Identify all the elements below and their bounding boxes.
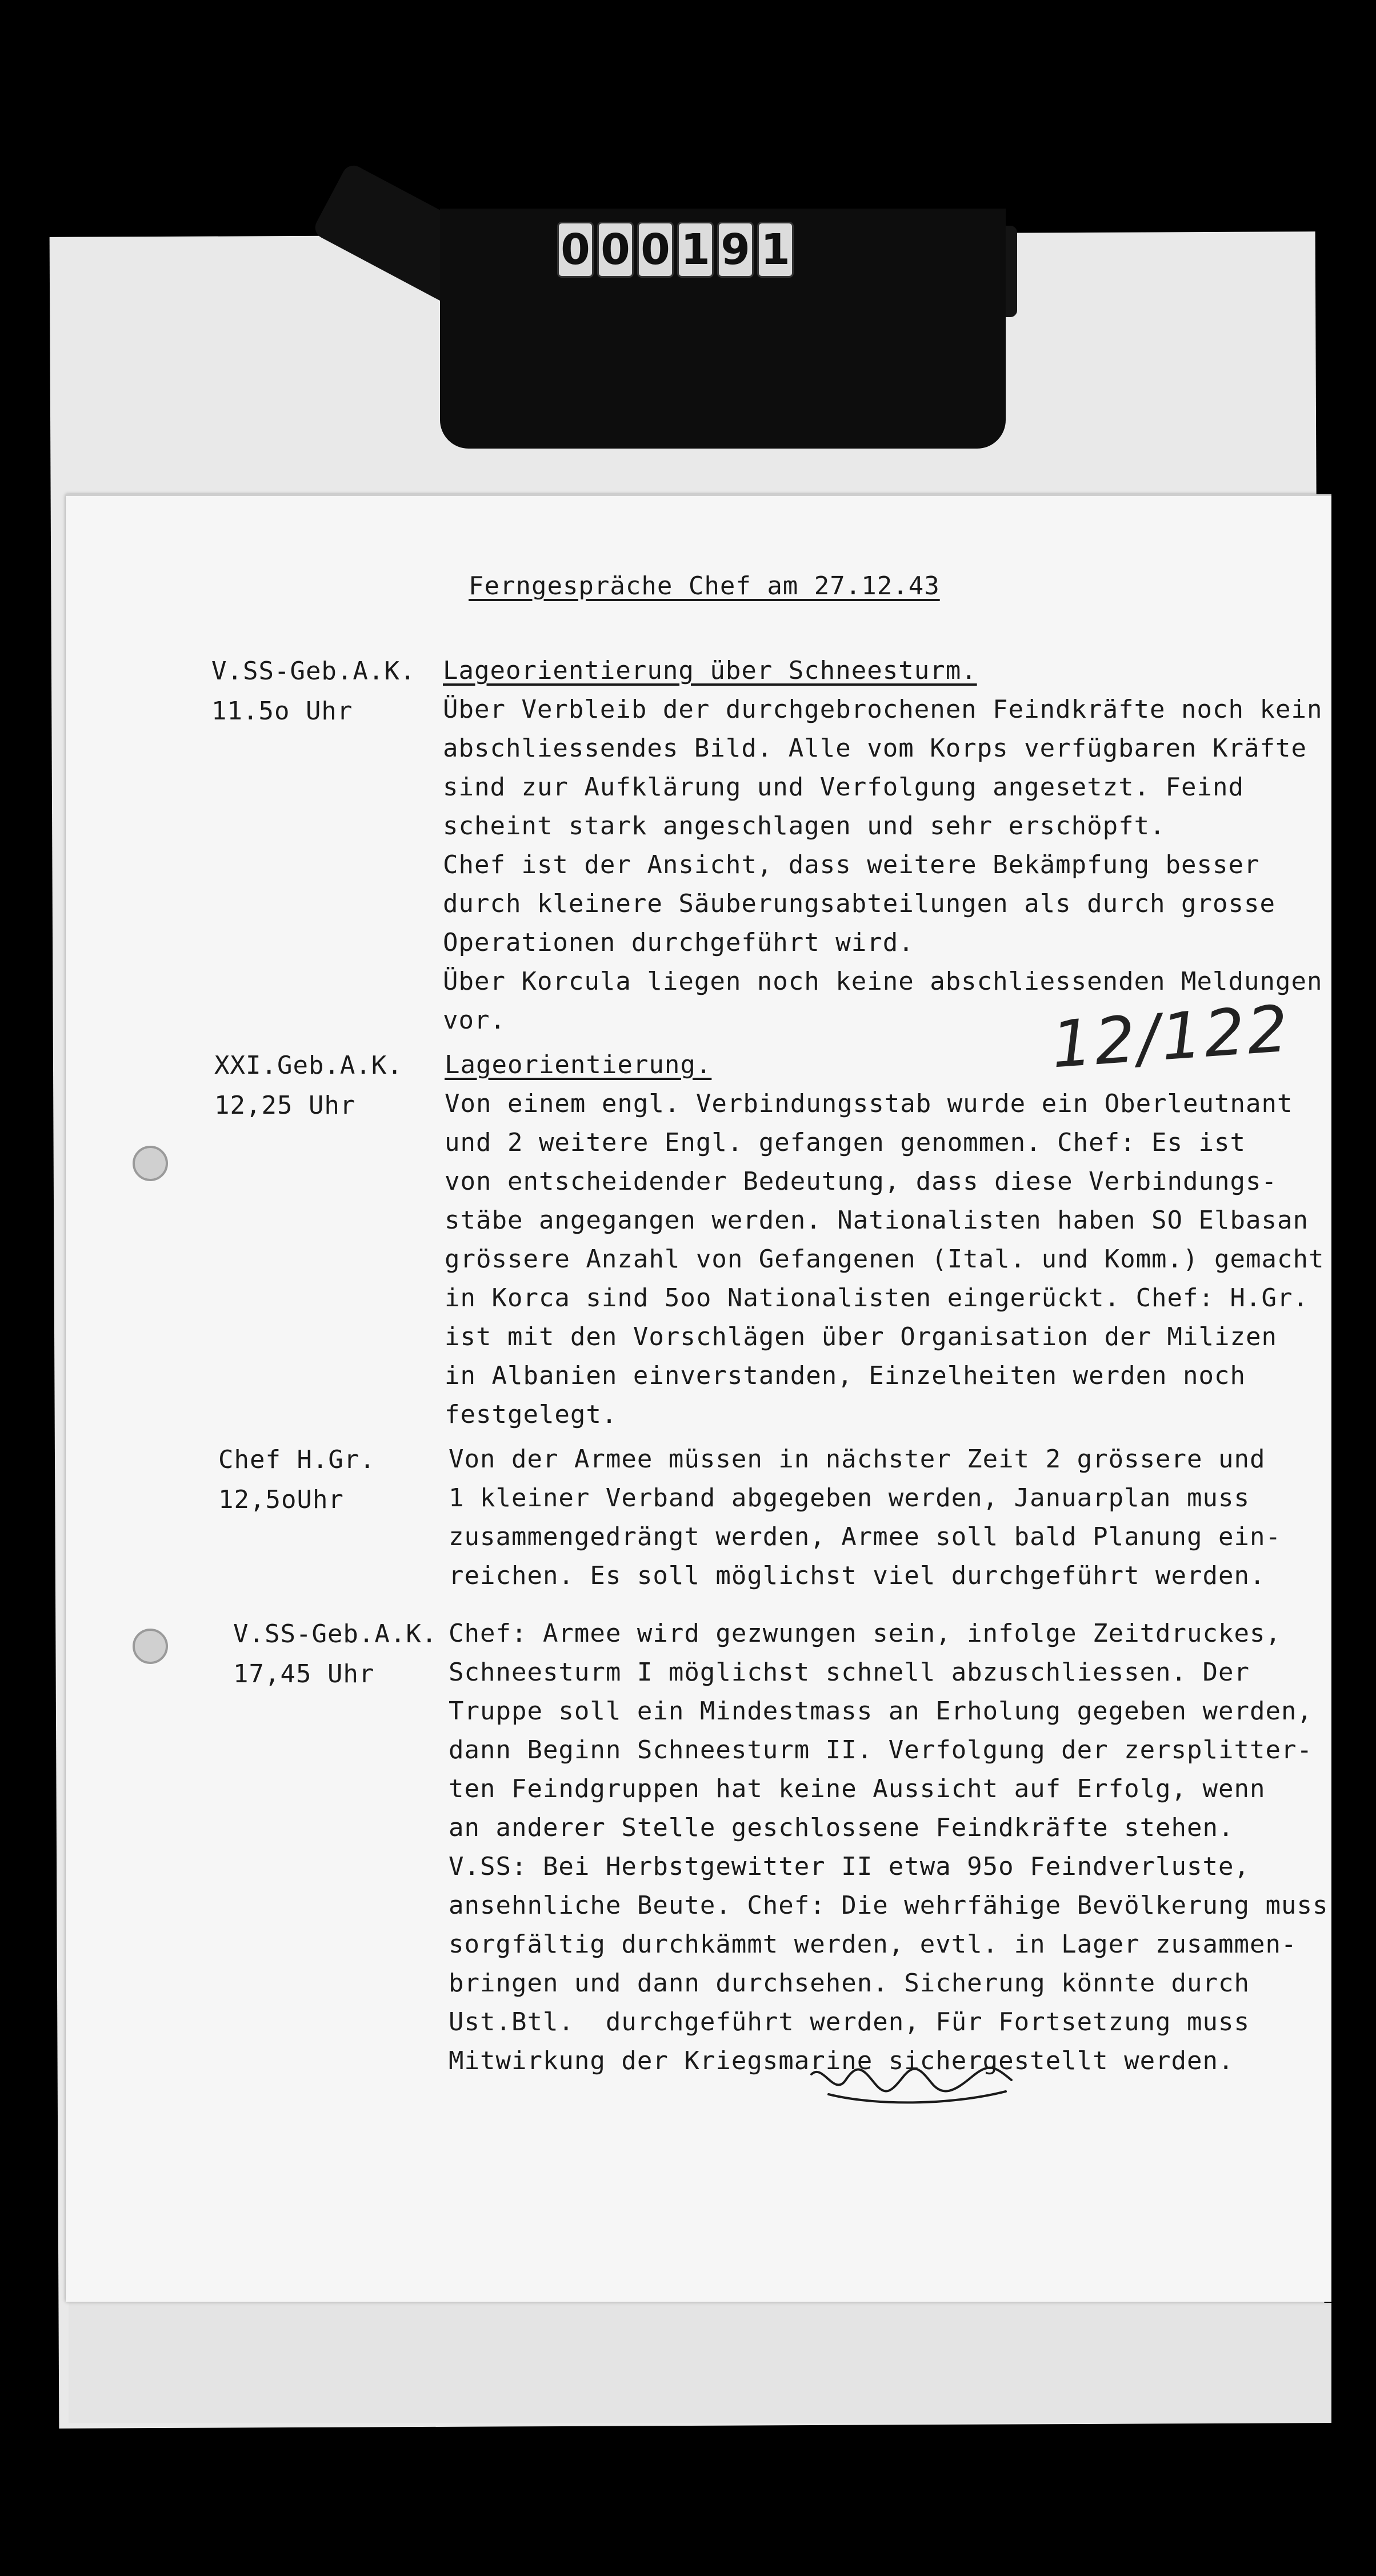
punch-hole [133, 1629, 168, 1664]
text-line: und 2 weitere Engl. gefangen genommen. Chef: Es ist [445, 1128, 1246, 1157]
entry-header [218, 1440, 458, 1520]
text-line: bringen und dann durchsehen. Sicherung könnte durch [449, 1969, 1250, 1998]
text-line: Chef: Armee wird gezwungen sein, infolge Zeitdruckes, [449, 1619, 1281, 1648]
counter-digit: 0 [597, 222, 634, 278]
text-line: durch kleinere Säuberungsabteilungen als durch grosse [443, 889, 1275, 918]
text-line: Schneesturm I möglichst schnell abzuschliessen. Der [449, 1658, 1250, 1687]
text-line: ansehnliche Beute. Chef: Die wehrfähige Bevölkerung muss [449, 1891, 1329, 1920]
text-line: scheint stark angeschlagen und sehr erschöpft. [443, 811, 1166, 841]
counter-digit: 0 [557, 222, 594, 278]
entry-time: 17,45 Uhr [233, 1659, 375, 1689]
entry-subject: Lageorientierung über Schneesturm. [443, 656, 977, 685]
text-line: festgelegt. [445, 1400, 618, 1429]
text-line: Über Verbleib der durchgebrochenen Feindkräfte noch kein [443, 695, 1323, 724]
text-line: ist mit den Vorschlägen über Organisation der Milizen [445, 1322, 1277, 1351]
entry-header [214, 1046, 454, 1126]
text-line: zusammengedrängt werden, Armee soll bald Planung ein- [449, 1522, 1281, 1551]
text-line: Mitwirkung der Kriegsmarine sichergestellt werden. [449, 2046, 1234, 2075]
archive-number-stamp: 12/122 [1049, 991, 1293, 1083]
counter-digit: 1 [757, 222, 794, 278]
text-line: V.SS: Bei Herbstgewitter II etwa 95o Feindverluste, [449, 1852, 1250, 1881]
punch-hole [133, 1146, 168, 1181]
text-line: Von der Armee müssen in nächster Zeit 2 grössere und [449, 1445, 1266, 1474]
text-line: in Korca sind 5oo Nationalisten eingerückt. Chef: H.Gr. [445, 1283, 1309, 1313]
frame-counter [557, 222, 794, 274]
text-line: grössere Anzahl von Gefangenen (Ital. und Komm.) gemacht [445, 1245, 1325, 1274]
entry-header [233, 1614, 473, 1694]
text-line: 1 kleiner Verband abgegeben werden, Januarplan muss [449, 1483, 1250, 1513]
entry-header [211, 651, 451, 731]
entry-subject: Lageorientierung. [445, 1050, 712, 1079]
text-line: reichen. Es soll möglichst viel durchgeführt werden. [449, 1561, 1266, 1590]
counter-digit: 1 [677, 222, 714, 278]
text-line: an anderer Stelle geschlossene Feindkräfte stehen. [449, 1813, 1234, 1842]
text-line: Truppe soll ein Mindestmass an Erholung gegeben werden, [449, 1697, 1313, 1726]
text-line: abschliessendes Bild. Alle vom Korps verfügbaren Kräfte [443, 734, 1307, 763]
counter-digit: 9 [717, 222, 754, 278]
text-line: vor. [443, 1006, 506, 1035]
text-line: in Albanien einverstanden, Einzelheiten werden noch [445, 1361, 1246, 1390]
text-line: stäbe angegangen werden. Nationalisten haben SO Elbasan [445, 1206, 1309, 1235]
entry-time: 12,25 Uhr [214, 1091, 356, 1120]
text-line: Chef ist der Ansicht, dass weitere Bekämpfung besser [443, 850, 1260, 879]
text-line: sorgfältig durchkämmt werden, evtl. in Lager zusammen- [449, 1930, 1297, 1959]
text-line: Von einem engl. Verbindungsstab wurde ein Oberleutnant [445, 1089, 1293, 1118]
entry-body [445, 1046, 1325, 1434]
text-line: Ust.Btl. durchgeführt werden, Für Fortsetzung muss [449, 2007, 1250, 2037]
text-line: dann Beginn Schneesturm II. Verfolgung der zersplitter- [449, 1735, 1313, 1765]
text-line: Operationen durchgeführt wird. [443, 928, 914, 957]
document-title: Ferngespräche Chef am 27.12.43 [469, 571, 940, 601]
counter-digit: 0 [637, 222, 674, 278]
entry-time: 12,5oUhr [218, 1485, 344, 1514]
text-line: von entscheidender Bedeutung, dass diese Verbindungs- [445, 1167, 1277, 1196]
text-line: sind zur Aufklärung und Verfolgung angesetzt. Feind [443, 773, 1245, 802]
entry-unit: Chef H.Gr. [218, 1445, 375, 1474]
entry-unit: XXI.Geb.A.K. [214, 1051, 403, 1080]
bottom-sheet-margin [69, 2303, 1331, 2423]
entry-unit: V.SS-Geb.A.K. [233, 1619, 438, 1649]
entry-body [449, 1614, 1329, 2081]
entry-unit: V.SS-Geb.A.K. [211, 657, 416, 686]
text-line: ten Feindgruppen hat keine Aussicht auf Erfolg, wenn [449, 1774, 1266, 1803]
entry-time: 11.5o Uhr [211, 697, 353, 726]
signature [806, 2051, 1023, 2114]
entry-body [443, 651, 1323, 1040]
text-line: Über Korcula liegen noch keine abschliessenden Meldungen [443, 967, 1323, 996]
entry-body [449, 1440, 1317, 1595]
